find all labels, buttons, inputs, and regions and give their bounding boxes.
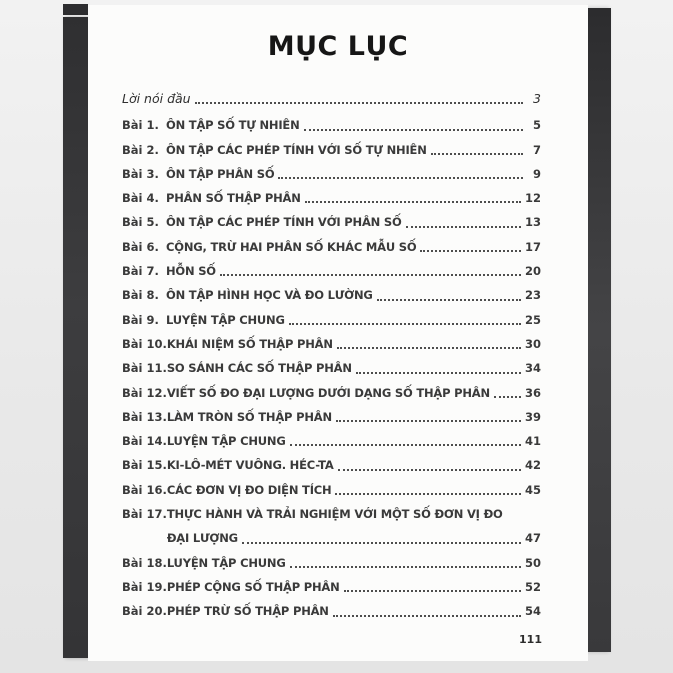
toc-entry [122, 429, 541, 453]
entry-title: ÔN TẬP CÁC PHÉP TÍNH VỚI SỐ TỰ NHIÊN [166, 142, 427, 157]
dot-leader [278, 177, 523, 179]
book-spine-corner [63, 4, 88, 15]
toc-entry [122, 308, 541, 332]
entry-page: 41 [524, 434, 541, 449]
toc-entry [122, 162, 541, 186]
dot-leader [377, 299, 521, 301]
entry-page: 34 [524, 361, 541, 376]
entry-label: Bài 1. [122, 118, 159, 133]
entry-title: PHÉP TRỪ SỐ THẬP PHÂN [166, 604, 329, 619]
entry-page: 47 [524, 531, 541, 546]
entry-label: Bài 17. [122, 507, 167, 522]
entry-page: 23 [524, 288, 541, 303]
entry-page: 12 [524, 191, 541, 206]
page-title: MỤC LỤC [267, 31, 409, 62]
dot-leader [304, 129, 523, 131]
entry-page: 7 [532, 142, 541, 157]
entry-page: 9 [532, 166, 541, 181]
entry-title: ÔN TẬP HÌNH HỌC VÀ ĐO LƯỜNG [166, 288, 373, 303]
entry-label: Bài 14. [122, 434, 167, 449]
entry-title: SO SÁNH CÁC SỐ THẬP PHÂN [166, 361, 352, 376]
dot-leader [335, 493, 521, 495]
entry-page: 39 [524, 409, 541, 424]
entry-title: ÔN TẬP PHÂN SỐ [166, 166, 275, 181]
entry-label: Bài 12. [122, 385, 167, 400]
entry-page: 42 [524, 458, 541, 473]
dot-leader [242, 542, 521, 544]
entry-title: LUYỆN TẬP CHUNG [166, 312, 285, 327]
entry-page: 25 [524, 312, 541, 327]
entry-title: LUYỆN TẬP CHUNG [166, 555, 286, 570]
entry-title-continuation [167, 526, 541, 550]
entry-label: Bài 9. [122, 312, 159, 327]
entry-title: CÁC ĐƠN VỊ ĐO DIỆN TÍCH [166, 482, 332, 497]
preface-label: Lời nói đầu [122, 91, 191, 106]
entry-page: 50 [524, 555, 541, 570]
toc-entry [122, 381, 541, 405]
entry-label: Bài 4. [122, 191, 159, 206]
entry-title: PHÉP CỘNG SỐ THẬP PHÂN [166, 579, 340, 594]
entry-title: LÀM TRÒN SỐ THẬP PHÂN [166, 409, 332, 424]
entry-label: Bài 5. [122, 215, 159, 230]
entry-label: Bài 18. [122, 555, 167, 570]
dot-leader [337, 347, 521, 349]
toc-list [88, 87, 588, 624]
entry-title: LUYỆN TẬP CHUNG [166, 434, 286, 449]
entry-label: Bài 11. [122, 361, 167, 376]
entry-label: Bài 15. [122, 458, 167, 473]
entry-title: VIẾT SỐ ĐO ĐẠI LƯỢNG DƯỚI DẠNG SỐ THẬP PHÂN [166, 385, 490, 400]
toc-entry [122, 453, 541, 477]
entry-label: Bài 19. [122, 579, 167, 594]
dot-leader [420, 250, 521, 252]
entry-page: 36 [524, 385, 541, 400]
entry-page: 30 [524, 336, 541, 351]
entry-page: 17 [524, 239, 541, 254]
entry-title: HỖN SỐ [166, 264, 216, 279]
dot-leader [195, 102, 523, 104]
entry-page: 52 [524, 579, 541, 594]
toc-entry [122, 113, 541, 137]
entry-page: 13 [524, 215, 541, 230]
entry-title: ÔN TẬP CÁC PHÉP TÍNH VỚI PHÂN SỐ [166, 215, 402, 230]
toc-entry [122, 186, 541, 210]
toc-entry [122, 356, 541, 380]
entry-title-line2: ĐẠI LƯỢNG [166, 531, 238, 546]
dot-leader [406, 226, 521, 228]
entry-label: Bài 10. [122, 336, 167, 351]
toc-entry [122, 138, 541, 162]
toc-entry [122, 599, 541, 623]
dot-leader [289, 323, 521, 325]
entry-page: 20 [524, 264, 541, 279]
dot-leader [338, 469, 521, 471]
entry-label: Bài 3. [122, 166, 159, 181]
toc-entry [122, 502, 541, 551]
toc-entry [122, 405, 541, 429]
dot-leader [494, 396, 521, 398]
entry-label: Bài 7. [122, 264, 159, 279]
dot-leader [290, 444, 521, 446]
entry-title: KHÁI NIỆM SỐ THẬP PHÂN [166, 336, 333, 351]
entry-title-multiline [167, 502, 541, 551]
entry-title: PHÂN SỐ THẬP PHÂN [166, 191, 301, 206]
dot-leader [344, 590, 521, 592]
dot-leader [333, 615, 521, 617]
toc-entry [122, 259, 541, 283]
entry-title: ÔN TẬP SỐ TỰ NHIÊN [166, 118, 300, 133]
entry-page: 3 [533, 91, 541, 106]
book-edge-right [588, 8, 611, 652]
entry-page: 5 [532, 118, 541, 133]
toc-entry [122, 478, 541, 502]
dot-leader [290, 566, 521, 568]
entry-page: 54 [524, 604, 541, 619]
page-folio: 111 [519, 633, 542, 646]
toc-entry [122, 235, 541, 259]
toc-preface-row [122, 87, 541, 111]
toc-entry [122, 210, 541, 234]
book-spine-left [63, 17, 88, 658]
entry-page: 45 [524, 482, 541, 497]
entry-label: Bài 2. [122, 142, 159, 157]
dot-leader [305, 201, 521, 203]
entry-label: Bài 6. [122, 239, 159, 254]
toc-page [88, 5, 588, 661]
entry-label: Bài 13. [122, 409, 167, 424]
entry-title: CỘNG, TRỪ HAI PHÂN SỐ KHÁC MẪU SỐ [166, 239, 417, 254]
entry-title: THỰC HÀNH VÀ TRẢI NGHIỆM VỚI MỘT SỐ ĐƠN VỊ ĐO [166, 507, 503, 522]
dot-leader [220, 274, 521, 276]
entry-title: KI-LÔ-MÉT VUÔNG. HÉC-TA [166, 458, 334, 473]
entry-label: Bài 8. [122, 288, 159, 303]
dot-leader [431, 153, 523, 155]
entry-label: Bài 20. [122, 604, 167, 619]
toc-entry [122, 332, 541, 356]
entry-label: Bài 16. [122, 482, 167, 497]
toc-entry [122, 551, 541, 575]
toc-entry [122, 283, 541, 307]
dot-leader [356, 372, 521, 374]
dot-leader [336, 420, 521, 422]
toc-entry [122, 575, 541, 599]
